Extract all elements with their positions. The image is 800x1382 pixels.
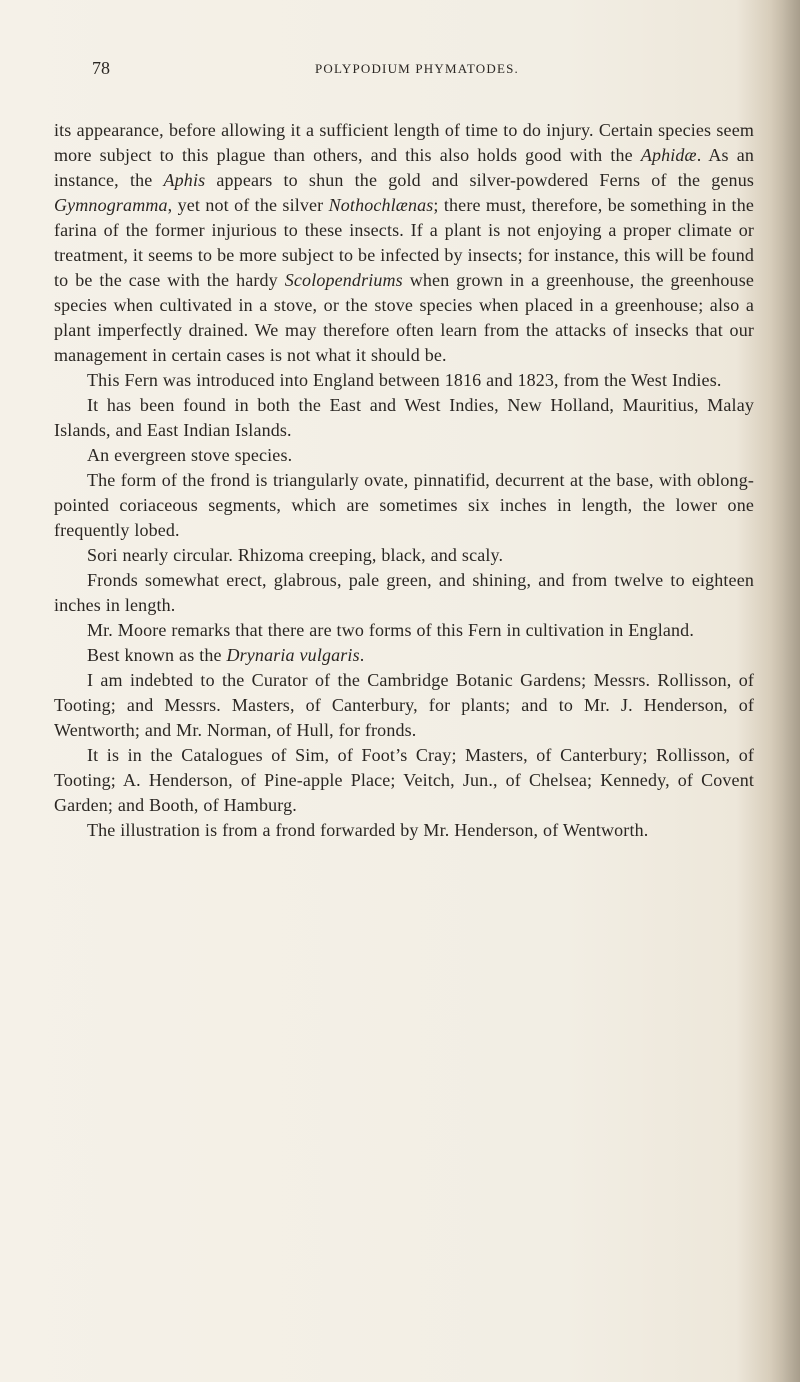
italic-taxon: Gymnogramma: [54, 195, 168, 215]
paragraph-sori: Sori nearly circular. Rhizoma creeping, black, and scaly.: [87, 545, 504, 565]
italic-taxon: Drynaria vulgaris: [226, 645, 360, 665]
page-gutter-shadow: [770, 0, 800, 1382]
paragraph-introduction: This Fern was introduced into England between 1816 and 1823, from the West Indies.: [87, 370, 722, 390]
paragraph-frond-form: The form of the frond is triangularly ovate, pinnatifid, decurrent at the base, with oblong-pointed coriaceous segments, which are sometimes six inches in length, the lower one frequently lobed.: [54, 470, 754, 540]
paragraph-forms: Mr. Moore remarks that there are two forms of this Fern in cultivation in England.: [87, 620, 694, 640]
running-head: POLYPODIUM PHYMATODES.: [315, 61, 519, 76]
paragraph-acknowledgements: I am indebted to the Curator of the Cambridge Botanic Gardens; Messrs. Rollisson, of Tooting; and Messrs. Masters, of Canterbury, for plants; and to Mr. J. Henderson, of Wentworth; and Mr. Norman, of Hull, for fronds.: [54, 670, 754, 740]
paragraph-synonym: [54, 643, 754, 668]
italic-taxon: Nothochlænas: [328, 195, 434, 215]
page-body: [54, 118, 754, 843]
paragraph-text: , yet not of the silver: [167, 195, 329, 215]
paragraph-text: when grown in a greenhouse, the greenhouse species when cultivated in a stove, or the stove species when placed in a greenhouse; also a plant imperfectly drained. We may therefore often learn from the attacks of insecks that our management in certain cases is not what it should be.: [54, 270, 755, 365]
paragraph-insects: [54, 118, 754, 368]
page-number: 78: [92, 58, 110, 78]
paragraph-text: appears to shun the gold and silver-powdered Ferns of the genus: [205, 170, 755, 190]
paragraph-fronds: Fronds somewhat erect, glabrous, pale green, and shining, and from twelve to eighteen inches in length.: [54, 570, 754, 615]
page-header: [92, 58, 722, 82]
paragraph-distribution: It has been found in both the East and West Indies, New Holland, Mauritius, Malay Islands, and East Indian Islands.: [54, 395, 754, 440]
paragraph-illustration: The illustration is from a frond forwarded by Mr. Henderson, of Wentworth.: [87, 820, 649, 840]
paragraph-text: .: [359, 645, 365, 665]
paragraph-text: . As an instance, the: [54, 145, 755, 190]
italic-taxon: Scolopendriums: [284, 270, 403, 290]
paragraph-habit: An evergreen stove species.: [87, 445, 293, 465]
paragraph-text: ; there must, therefore, be something in the farina of the former injurious to these insects. If a plant is not enjoying a proper climate or treatment, it seems to be more subject to be infected by insects; for instance, this will be found to be the case with the hardy: [54, 195, 754, 290]
paragraph-catalogues: It is in the Catalogues of Sim, of Foot’s Cray; Masters, of Canterbury; Rollisson, of Tooting; A. Henderson, of Pine-apple Place; Veitch, Jun., of Chelsea; Kennedy, of Covent Garden; and Booth, of Hamburg.: [54, 745, 754, 815]
italic-taxon: Aphidæ: [640, 145, 697, 165]
paragraph-text: Best known as the: [87, 645, 227, 665]
paragraph-text: its appearance, before allowing it a sufficient length of time to do injury. Certain species seem more subject to this plague than others, and this also holds good with the: [54, 120, 754, 165]
italic-taxon: Aphis: [163, 170, 206, 190]
